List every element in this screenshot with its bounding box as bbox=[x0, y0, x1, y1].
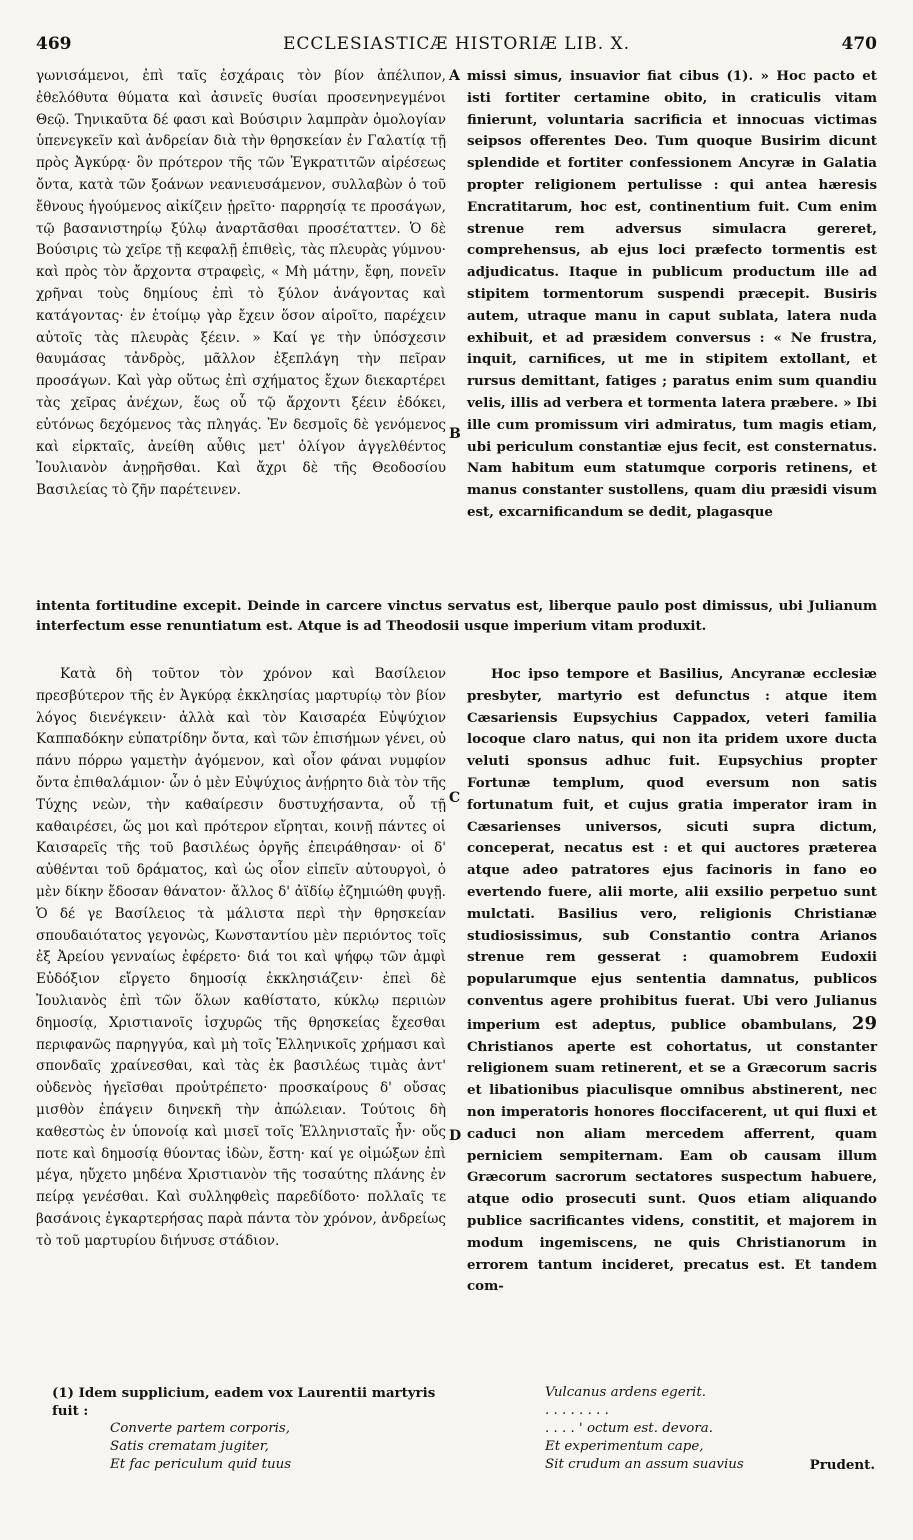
page-number-left: 469 bbox=[36, 34, 72, 54]
footnote-verse: Converte partem corporis, bbox=[110, 1421, 291, 1436]
footnote-author: Prudent. bbox=[809, 1457, 875, 1473]
footnote-right bbox=[545, 1384, 875, 1474]
footnote-verse: Et fac periculum quid tuus bbox=[110, 1457, 292, 1472]
page-number-right: 470 bbox=[841, 34, 877, 54]
column-number-marker: 29 bbox=[851, 1012, 877, 1034]
latin-column-bottom bbox=[467, 664, 877, 1298]
footnote-left bbox=[52, 1384, 452, 1474]
greek-paragraph-busiris: γωνισάμενοι, ἐπὶ ταῖς ἐσχάραις τὸν βίον ἀπέλιπον, ἐθελόθυτα θύματα καὶ ἀσινεῖς θυσίαι προσενηνεγμένοι Θεῷ. Τηνικαῦτα δέ φασι καὶ Βούσιριν λαμπρὰν ὁμολογίαν ὑπενεγκεῖν καὶ ἀνδρείαν διὰ τὴν θρησκείαν ἐν Γαλατίᾳ τῇ πρὸς Ἀγκύρᾳ· ὃν πρότερον τῆς τῶν Ἐγκρατιτῶν αἱρέσεως ὄντα, κατὰ τῶν ξοάνων νεανιευσάμενον, συλλαβὼν ὁ τοῦ ἔθνους ἡγούμενος αἰκίζειν ᾑρεῖτο· παρρησίᾳ τε προσάγων, τῷ βασανιστηρίῳ ξύλῳ ἀναρτᾶσθαι προσέταττεν. Ὁ δὲ Βούσιρις τὼ χεῖρε τῇ κεφαλῇ ἐπιθεὶς, τὰς πλευρὰς γύμνου· καὶ πρὸς τὸν ἄρχοντα στραφεὶς, « Μὴ μάτην, ἔφη, πονεῖν χρῆναι τοὺς δημίους ἐπὶ τὸ ξύλον ἀνάγοντας καὶ κατάγοντας· ἐν ἑτοίμῳ γὰρ ἔχειν ὅσον αἱροῖτο, παρέχειν αὐτοῖς τὰς πλευρὰς ξέειν. » Καί γε τὴν ὑπόσχεσιν θαυμάσας τἀνδρὸς, μᾶλλον ἐξεπλάγη τὴν πεῖραν προσάγων. Καὶ γὰρ οὕτως ἐπὶ σχήματος ἔχων διεκαρτέρει τὰς χεῖρας ἀνέχων, ἕως οὗ τῷ ἄρχοντι ξέειν ἐδόκει, εὐτόνως δεχόμενος τὰς πληγάς. Ἐν δεσμοῖς δὲ γενόμενος καὶ εἱρκταῖς, ἀνείθη αὖθις μετ' ὀλίγον ἀγγελθέντος Ἰουλιανὸν ἀνῃρῆσθαι. Καὶ ἄχρι δὲ τῆς Θεοδοσίου Βασιλείας τὸ ζῆν παρέτεινεν. bbox=[36, 68, 446, 499]
footnote-verse: . . . . . . . . bbox=[545, 1403, 609, 1418]
margin-marker-d: D bbox=[449, 1128, 462, 1144]
footnote-verse: Et experimentum cape, bbox=[545, 1439, 704, 1454]
running-title: ECCLESIASTICÆ HISTORIÆ LIB. X. bbox=[282, 34, 631, 54]
latin-spanning-text: intenta fortitudine excepit. Deinde in carcere vinctus servatus est, liberque paulo post dimissus, ubi Julianum interfectum esse renuntiatum est. Atque is ad Theodosii usque imperium vitam produxit. bbox=[36, 598, 877, 634]
greek-column-top bbox=[36, 66, 446, 502]
margin-marker-a: A bbox=[449, 68, 460, 84]
latin-paragraph-basilius bbox=[467, 664, 877, 1298]
latin-paragraph-busiris: missi simus, insuavior fiat cibus (1). » Hoc pacto et isti fortiter certamine obito, in craticulis vitam finierunt, voluntaria sacrificia et innocuas victimas seipsos offerentes Deo. Tum quoque Busirim dicunt splendide et fortiter confessionem Ancyræ in Galatia propter religionem pertulisse : qui antea hæresis Encratitarum, hoc est, continentium fuit. Cum enim strenue rem adversus simulacra gereret, comprehensus, ab ejus loci præfecto tormentis est adjudicatus. Itaque in publicum productum ille ad stipitem tormentorum suspendi præcepit. Busiris autem, utraque manu in caput sublata, latera nuda exhibuit, et ad præsidem conversus : « Ne frustra, inquit, carnifices, ut me in stipitem extollant, et rursus demittant, fatiges ; paratus enim sum quandiu velis, illis ad verbera et tormenta latera præbere. » Ibi ille cum promissum viri admiratus, tum magis etiam, ubi periculum constantiæ ejus fecit, est consternatus. Nam habitum eum statumque corporis retinens, et manus constanter sustollens, quam diu præsidi visum est, excarnificandum se dedit, plagasque bbox=[467, 68, 877, 520]
footnote-verse: Satis crematam jugiter, bbox=[110, 1439, 269, 1454]
footnote-verse: Vulcanus ardens egerit. bbox=[545, 1385, 706, 1400]
latin-paragraph-part-2: Christianos aperte est cohortatus, ut constanter religionem suam retinerent, et se a Græcorum sacris et libationibus piaculisque omnibus abstinerent, nec non imperatoris honores floccifacerent, ut qui fluxi et caduci non aliam mercedem afferrent, quam perniciem sempiternam. Eam ob causam illum Græcorum sacrorum sectatores suspectum habuere, atque odio prosecuti sunt. Quos etiam aliquando publice sacrificantes videns, constitit, et majorem in modum ingemiscens, ne quis Christianorum in errorem tantum incideret, precatus est. Et tandem com- bbox=[467, 1038, 877, 1295]
footnote-verse: Sit crudum an assum suavius bbox=[545, 1457, 744, 1472]
margin-marker-b: B bbox=[449, 426, 461, 442]
footnote-verse: . . . . ' octum est. devora. bbox=[545, 1421, 713, 1436]
latin-paragraph-part-1: Hoc ipso tempore et Basilius, Ancyranæ ecclesiæ presbyter, martyrio est defunctus : atque item Cæsariensis Eupsychius Cappadox, veteri familia locoque claro natus, qui non ita pridem uxore ducta veluti sponsus adhuc fuit. Eupsychius propter Fortunæ templum, quod eversum non satis fortunatum fuit, et cujus gratia imperator iram in Cæsarienses universos, sicuti supra dictum, conceperat, necatus est : et qui auctores præterea atque adeo patratores ejus facinoris in fano eo evertendo fuere, alii morte, alii exsilio perpetuo sunt mulctati. Basilius vero, religionis Christianæ studiosissimus, sub Constantio contra Arianos strenue rem gesserat : quamobrem Eudoxii popularumque ejus sententia damnatus, publicos conventus agere prohibitus fuerat. Ubi vero Julianus imperium est adeptus, publice obambulans, bbox=[467, 666, 877, 1033]
greek-column-bottom bbox=[36, 664, 446, 1253]
running-header bbox=[36, 34, 877, 62]
margin-marker-c: C bbox=[449, 790, 461, 806]
latin-column-top bbox=[467, 66, 877, 524]
footnote-intro: (1) Idem supplicium, eadem vox Laurentii martyris fuit : bbox=[52, 1385, 436, 1419]
greek-paragraph-basilius: Κατὰ δὴ τοῦτον τὸν χρόνον καὶ Βασίλειον πρεσβύτερον τῆς ἐν Ἀγκύρᾳ ἐκκλησίας μαρτυρίῳ τὸν βίον λόγος διενέγκειν· ἀλλὰ καὶ τὸν Καισαρέα Εὐψύχιον Καππαδόκην εὐπατρίδην ὄντα, καὶ τῶν ἐπισήμων γένει, οὐ πάνυ πόρρω γαμετὴν ἀγόμενον, καὶ οἷον φάναι νυμφίον ὄντα ἐπιθαλάμιον· ὧν ὁ μὲν Εὐψύχιος ἀνῄρητο διὰ τὸν τῆς Τύχης νεὼν, τὴν καθαίρεσιν δυστυχήσαντα, οὗ τῇ καθαιρέσει, ὥς μοι καὶ πρότερον εἴρηται, κοινῇ πάντες οἱ Καισαρεῖς τῆς τοῦ βασιλέως ὀργῆς ἐπειράθησαν· οἱ δ' αὐθένται τοῦ δράματος, καὶ ὡς οἷον εἰπεῖν αὐτουργοὶ, ὁ μὲν δίκην ἔδοσαν θάνατον· ἄλλος δ' ἀϊδίῳ ἐζημιώθη φυγῇ. Ὁ δέ γε Βασίλειος τὰ μάλιστα περὶ τὴν θρησκείαν σπουδαιότατος γεγονὼς, Κωνσταντίου μὲν περιόντος τοῖς ἐξ Ἀρείου γενναίως ἐφέρετο· διά τοι καὶ ψήφῳ τῶν ἀμφὶ Εὐδόξιον εἴργετο δημοσίᾳ ἐκκλησιάζειν· ἐπεὶ δὲ Ἰουλιανὸς ἐπὶ τῶν ὅλων καθίστατο, κύκλῳ περιιὼν δημοσίᾳ, Χριστιανοῖς ἰσχυρῶς τῆς θρησκείας ἔχεσθαι περιφανῶς παρηγγύα, καὶ μὴ τοῖς Ἑλληνικοῖς χρήμασι καὶ σπονδαῖς χραίνεσθαι, καὶ τὰς ἐκ βασιλέως τιμὰς ἀντ' οὐδενὸς ἡγεῖσθαι προὐτρέπετο· προσκαίρους δ' οὔσας μισθὸν ἐπάγειν διηνεκῆ τὴν ἀπώλειαν. Τούτοις δὴ καθεστὼς ἐν ὑπονοίᾳ καὶ μισεῖ τοῖς Ἑλληνισταῖς ἦν· οὕς ποτε καὶ δημοσίᾳ θύοντας ἰδὼν, ἔστη· καί γε οἰμώξων ἐπὶ μέγα, ηὔχετο μηδένα Χριστιανὸν τῆς τοσαύτης πλάνης ἐν πείρᾳ γενέσθαι. Καὶ συλληφθεὶς παρεδίδοτο· πολλαῖς τε βασάνοις ἐγκαρτερήσας παρὰ πάντα τὸν χρόνον, ἀνδρείως τὸ τοῦ μαρτυρίου διήνυσε στάδιον. bbox=[36, 666, 446, 1249]
